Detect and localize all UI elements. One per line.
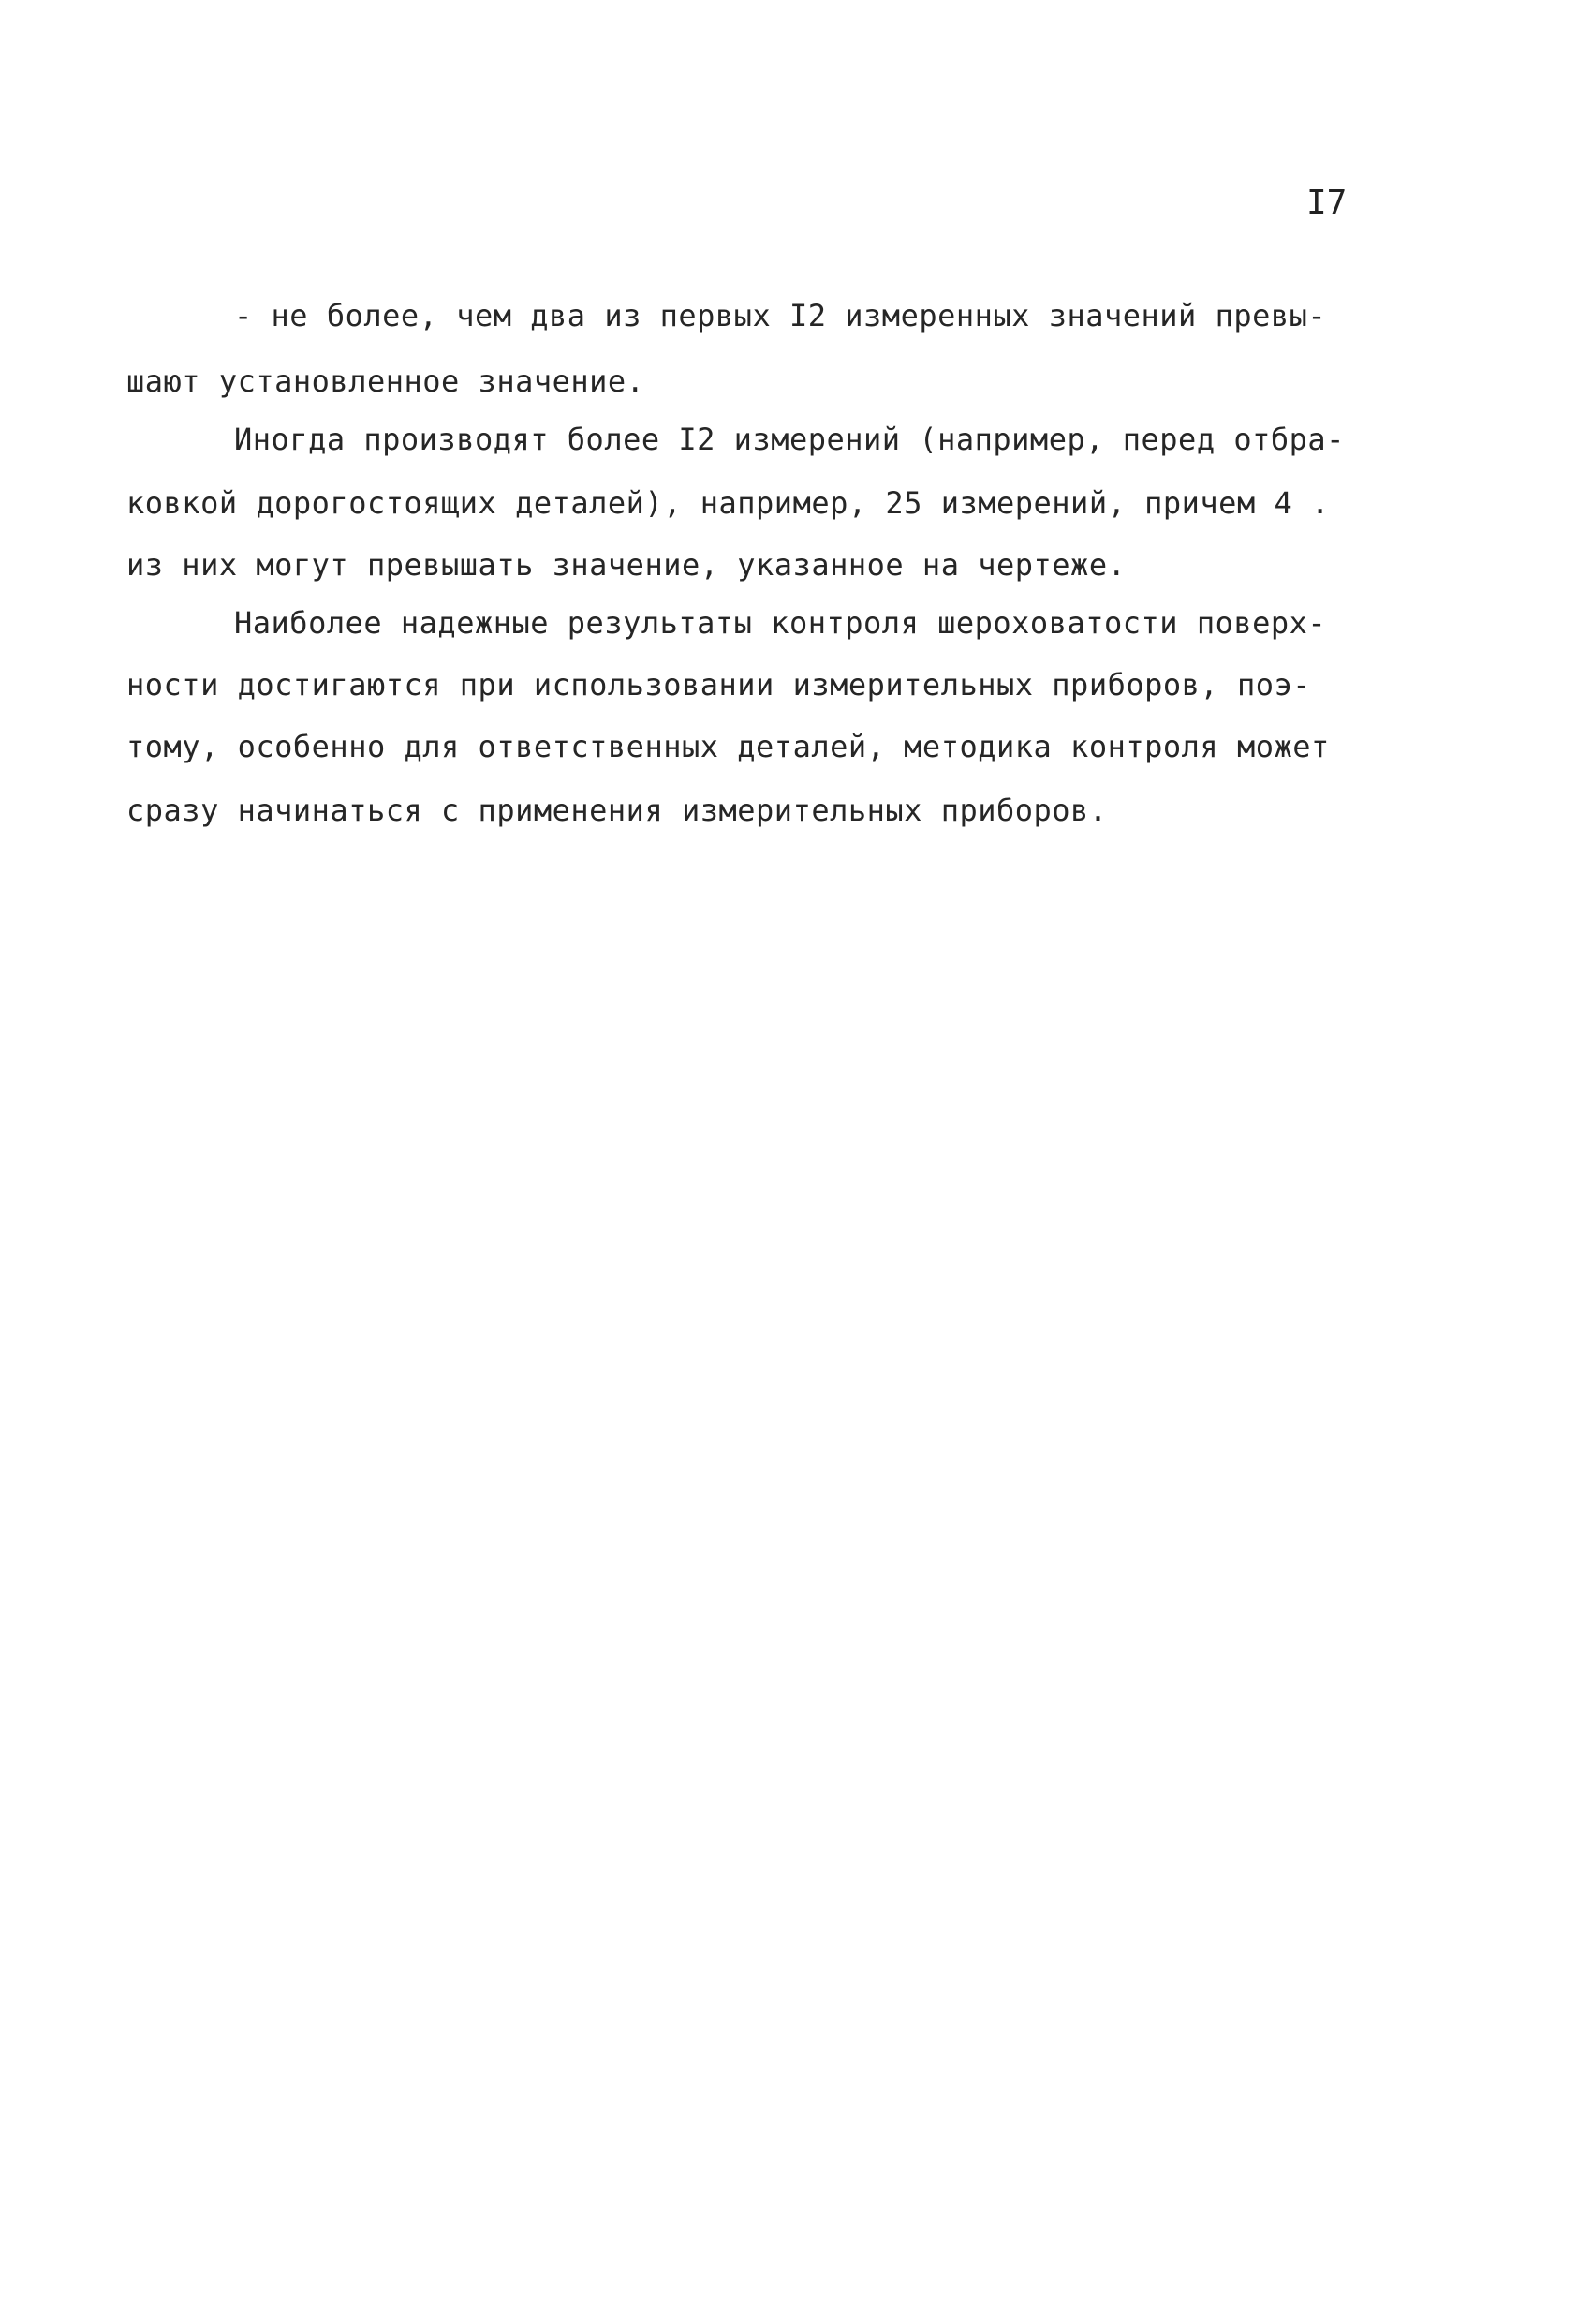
text-line: сразу начинаться с применения измерительных приборов.: [126, 792, 1108, 828]
text-line: ности достигаются при использовании измерительных приборов, поэ-: [126, 667, 1311, 703]
text-line: ковкой дорогостоящих деталей), например, 25 измерений, причем 4 .: [126, 485, 1330, 521]
text-line: Наиболее надежные результаты контроля шероховатости поверх-: [234, 605, 1327, 641]
text-line: Иногда производят более I2 измерений (например, перед отбра-: [234, 422, 1345, 457]
page-number: I7: [1306, 184, 1348, 222]
text-line: тому, особенно для ответственных деталей, методика контроля может: [126, 729, 1330, 764]
text-line: из них могут превышать значение, указанное на чертеже.: [126, 547, 1127, 583]
text-line: - не более, чем два из первых I2 измеренных значений превы-: [234, 298, 1327, 333]
text-line: шают установленное значение.: [126, 363, 645, 399]
